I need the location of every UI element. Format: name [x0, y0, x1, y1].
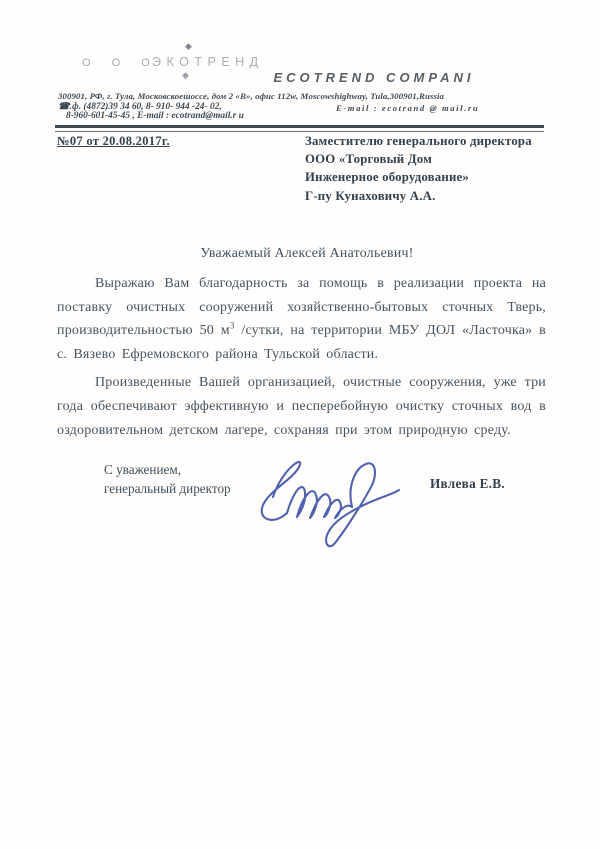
closing-respect: С уважением, — [104, 462, 181, 477]
company-address: 300901, РФ, г. Тула, Московскоешоссе, дом 2 «В», офис 112w, Moscowshighway, Tula,300901,Russia — [58, 91, 445, 101]
recipient-line: ООО «Торговый Дом — [305, 152, 433, 167]
recipient-line: Г-пу Кунаховичу А.А. — [305, 188, 436, 203]
recipient-block — [305, 132, 532, 205]
handwritten-signature-image — [243, 441, 423, 551]
p1-superscript: 3 — [229, 320, 235, 331]
header-divider-rule — [55, 125, 544, 132]
logo-diamond-bottom-icon: ◆ — [182, 70, 189, 80]
body-paragraph-1 — [57, 272, 546, 366]
email-line: E-mail : ecotrand @ mail.ru — [336, 103, 480, 113]
recipient-line: Инженерное оборудование» — [305, 170, 469, 185]
salutation: Уважаемый Алексей Анатольевич! — [200, 245, 414, 260]
recipient-line: Заместителю генерального директора — [305, 134, 532, 148]
logo-ooo-text: О О О — [82, 57, 159, 69]
phone-line-2: 8-960-601-45-45 , E-mail : ecotrand@mail.r u — [66, 111, 244, 121]
letter-body — [57, 272, 546, 447]
p1-text-before-sup: Выражаю Вам благодарность за помощь в реализации проекта на поставку очистных сооружений хозяйственно-бытовых сточных Тверь, производительностью 50 м — [57, 276, 546, 339]
body-paragraph-2: Произведенные Вашей организацией, очистные сооружения, уже три года обеспечивают эффективную и песперебойную очистку сточных вод в оздоровительном детском лагере, сохраняя при этом природную среду. — [57, 375, 546, 438]
signer-name: Ивлева Е.В. — [430, 476, 505, 491]
phone-line-1: ☎.ф. (4872)39 34 60, 8- 910- 944 -24- 02, — [58, 102, 222, 112]
logo-diamond-top-icon: ◆ — [185, 41, 192, 51]
p1-text-after-sup: /сутки, на территории МБУ ДОЛ «Ласточка» в с. Вязево Ефремовского района Тульской области. — [57, 323, 546, 362]
closing-title: генеральный директор — [104, 481, 231, 496]
company-title: ECOTREND COMPANI — [273, 70, 475, 85]
ref-number-date: №07 от 20.08.2017г. — [57, 134, 170, 148]
logo-brand-text: ЭКОТРЕНД — [152, 55, 264, 69]
